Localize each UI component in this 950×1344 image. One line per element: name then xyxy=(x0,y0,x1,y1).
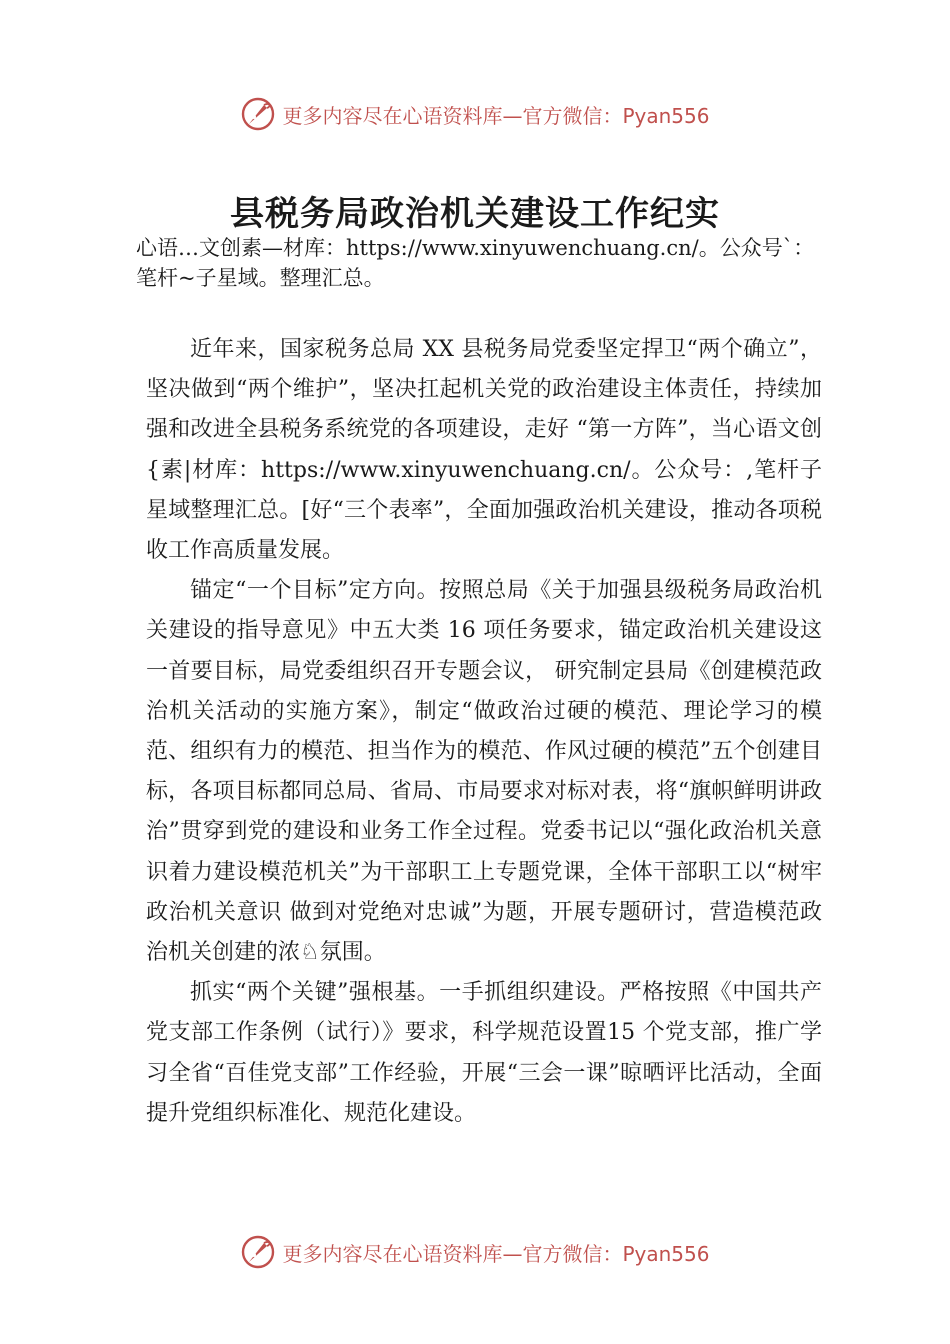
body-paragraph: 抓实“两个关键”强根基。一手抓组织建设。严格按照《中国共产党支部工作条例（试行）》要求，科学规范设置15 个党支部，推广学习全省“百佳党支部”工作经验，开展“三会一课”晾晒评比活动，全面提升党组织标准化、规范化建设。 xyxy=(146,980,822,1126)
banner-library-text: 更多内容尽在心语资料库 xyxy=(282,1241,503,1266)
quill-pen-logo-icon xyxy=(240,96,276,132)
quill-pen-logo-icon xyxy=(240,1234,276,1270)
banner-library-text: 更多内容尽在心语资料库 xyxy=(282,103,503,128)
header-banner xyxy=(0,94,950,134)
banner-text xyxy=(282,1238,709,1267)
banner-dash: — xyxy=(502,103,523,128)
banner-wechat-text: 官方微信：Pyan556 xyxy=(522,103,710,128)
document-title: 县税务局政治机关建设工作纪实 xyxy=(230,194,720,234)
banner-dash: — xyxy=(502,1241,523,1266)
source-note: 心语…文创素—材库：https://www.xinyuwenchuang.cn/。公众号`：笔杆~子星域。整理汇总。 xyxy=(136,236,815,290)
body-paragraph: 近年来，国家税务总局 XX 县税务局党委坚定捍卫“两个确立”，坚决做到“两个维护”，坚决扛起机关党的政治建设主体责任，持续加强和改进全县税务系统党的各项建设，走好 “第一方阵”，当心语文创{素|材库：https://www.xinyuwenchuang.cn/。公众号：,笔杆子星域整理汇总。[好“三个表率”，全面加强政治机关建设，推动各项税收工作高质量发展。 xyxy=(146,337,822,564)
document-body xyxy=(146,330,822,1134)
body-paragraph: 锚定“一个目标”定方向。按照总局《关于加强县级税务局政治机关建设的指导意见》中五大类 16 项任务要求，锚定政治机关建设这一首要目标，局党委组织召开专题会议， 研究制定县局《创建模范政治机关活动的实施方案》，制定“做政治过硬的模范、理论学习的模范、组织有力的模范、担当作为的模范、作风过硬的模范”五个创建目标，各项目标都同总局、省局、市局要求对标对表，将“旗帜鲜明讲政治”贯穿到党的建设和业务工作全过程。党委书记以“强化政治机关意识着力建设模范机关”为干部职工上专题党课，全体干部职工以“树牢政治机关意识 做到对党绝对忠诚”为题，开展专题研讨，营造模范政治机关创建的浓♘氛围。 xyxy=(146,578,822,966)
banner-wechat-text: 官方微信：Pyan556 xyxy=(522,1241,710,1266)
banner-text xyxy=(282,100,709,129)
footer-banner xyxy=(0,1232,950,1272)
